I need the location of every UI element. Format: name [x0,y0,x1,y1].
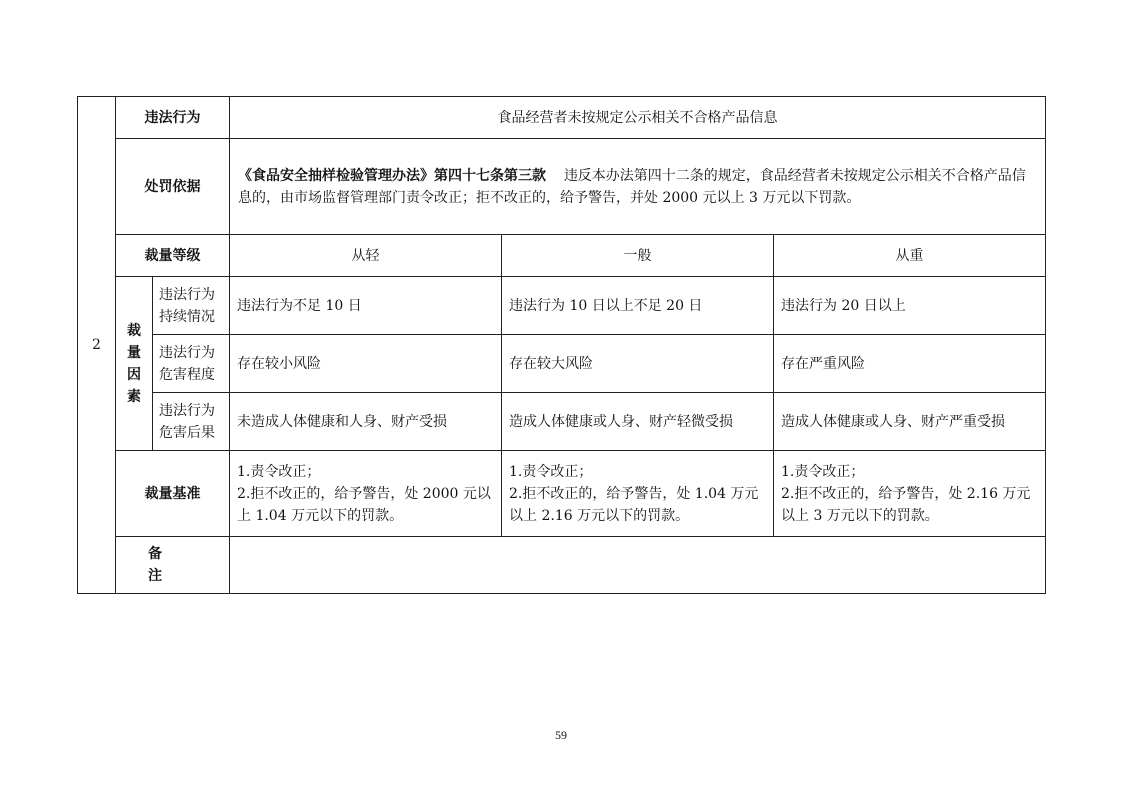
factor-heavy: 存在严重风险 [774,335,1046,393]
standard-line: 2.拒不改正的，给予警告，处 1.04 万元以上 2.16 万元以下的罚款。 [509,485,759,524]
standard-heavy [774,451,1046,537]
standard-line: 2.拒不改正的，给予警告，处 2.16 万元以上 3 万元以下的罚款。 [781,485,1031,524]
standard-line: 2.拒不改正的，给予警告，处 2000 元以上 1.04 万元以下的罚款。 [237,485,491,524]
standard-normal [502,451,774,537]
factor-name [153,393,230,451]
row-number: 2 [78,97,116,594]
factor-normal: 违法行为 10 日以上不足 20 日 [502,277,774,335]
factors-label-char: 因 [127,366,141,383]
factor-normal: 造成人体健康或人身、财产轻微受损 [502,393,774,451]
factor-name-line: 违法行为 [159,286,215,303]
factor-row-consequence [78,393,1046,451]
factor-name-line: 危害后果 [159,424,215,441]
factor-normal: 存在较大风险 [502,335,774,393]
note-label: 备注 [116,537,230,594]
violation-value: 食品经营者未按规定公示相关不合格产品信息 [230,97,1046,139]
factor-name-line: 违法行为 [159,402,215,419]
standard-light [230,451,502,537]
violation-label: 违法行为 [116,97,230,139]
basis-row [78,139,1046,235]
factor-light: 未造成人体健康和人身、财产受损 [230,393,502,451]
violation-row [78,97,1046,139]
factor-light: 存在较小风险 [230,335,502,393]
factor-name-line: 危害程度 [159,366,215,383]
factor-row-duration [78,277,1046,335]
standard-line: 1.责令改正； [781,463,865,480]
factor-name [153,335,230,393]
factor-heavy: 造成人体健康或人身、财产严重受损 [774,393,1046,451]
factors-label-char: 素 [127,388,141,405]
standard-label: 裁量基准 [116,451,230,537]
page-number: 59 [555,728,567,742]
standard-row [78,451,1046,537]
note-value [230,537,1046,594]
penalty-discretion-table [77,96,1046,594]
basis-law-title: 《食品安全抽样检验管理办法》第四十七条第三款 [238,167,546,184]
basis-label: 处罚依据 [116,139,230,235]
levels-label: 裁量等级 [116,235,230,277]
factors-label [116,277,153,451]
factor-name [153,277,230,335]
factors-label-char: 量 [127,344,141,361]
factor-name-line: 违法行为 [159,344,215,361]
note-row [78,537,1046,594]
levels-row [78,235,1046,277]
factor-heavy: 违法行为 20 日以上 [774,277,1046,335]
factor-name-line: 持续情况 [159,308,215,325]
factor-light: 违法行为不足 10 日 [230,277,502,335]
level-light: 从轻 [230,235,502,277]
basis-law-text: 违反本办法第四十二条的规定，食品经营者未按规定公示相关不合格产品信息的，由市场监督管理部门责令改正；拒不改正的，给予警告，并处 2000 元以上 3 万元以下罚款。 [238,167,1026,206]
factor-row-severity [78,335,1046,393]
basis-content [230,139,1046,235]
standard-line: 1.责令改正； [237,463,321,480]
factors-label-char: 裁 [127,322,141,339]
level-heavy: 从重 [774,235,1046,277]
level-normal: 一般 [502,235,774,277]
standard-line: 1.责令改正； [509,463,593,480]
